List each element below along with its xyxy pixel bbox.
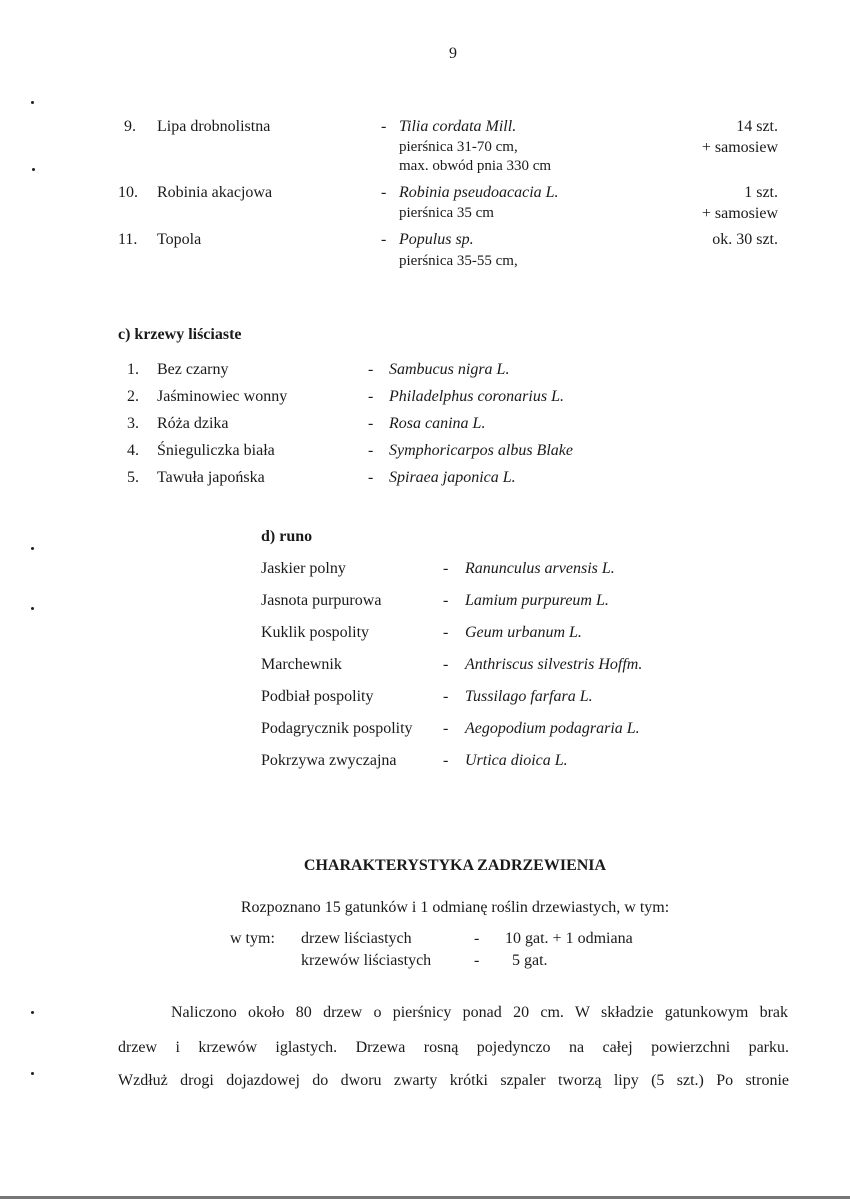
section-title: CHARAKTERYSTYKA ZADRZEWIENIA xyxy=(303,857,607,874)
tree-detail: pierśnica 35-55 cm, xyxy=(399,253,518,269)
entry-number: 1. xyxy=(127,361,139,378)
species-name: Jaskier polny xyxy=(261,560,346,577)
dash: - xyxy=(443,752,449,769)
entry-number: 9. xyxy=(124,118,136,135)
dash: - xyxy=(368,415,374,432)
latin-name: Aegopodium podagraria L. xyxy=(465,720,640,737)
scan-speck xyxy=(31,547,34,550)
dash: - xyxy=(368,469,374,486)
entry-number: 5. xyxy=(127,469,139,486)
latin-name: Urtica dioica L. xyxy=(465,752,568,769)
entry-number: 3. xyxy=(127,415,139,432)
dash: - xyxy=(368,361,374,378)
breakdown-value: 5 gat. xyxy=(512,952,548,969)
latin-name: Anthriscus silvestris Hoffm. xyxy=(465,656,643,673)
entry-number: 2. xyxy=(127,388,139,405)
dash: - xyxy=(474,930,480,947)
paragraph-line: Wzdłuż drogi dojazdowej do dworu zwarty krótki szpaler tworzą lipy (5 szt.) Po stronie xyxy=(118,1072,789,1089)
scan-speck xyxy=(31,101,34,104)
page-number: 9 xyxy=(449,45,457,62)
dash: - xyxy=(368,388,374,405)
tree-detail: max. obwód pnia 330 cm xyxy=(399,158,552,174)
scan-speck xyxy=(31,1011,34,1014)
species-name: Tawuła japońska xyxy=(157,469,265,486)
dash: - xyxy=(381,231,387,248)
species-name: Jasnota purpurowa xyxy=(261,592,382,609)
breakdown-category: krzewów liściastych xyxy=(301,952,432,969)
dash: - xyxy=(381,184,387,201)
species-name: Pokrzywa zwyczajna xyxy=(261,752,397,769)
latin-name: Symphoricarpos albus Blake xyxy=(389,442,573,459)
tree-count-note: + samosiew xyxy=(701,139,778,156)
latin-name: Tussilago farfara L. xyxy=(465,688,593,705)
dash: - xyxy=(443,592,449,609)
breakdown-value: 10 gat. + 1 odmiana xyxy=(505,930,633,947)
tree-detail: pierśnica 35 cm xyxy=(399,205,494,221)
scan-speck xyxy=(32,168,35,171)
latin-name: Geum urbanum L. xyxy=(465,624,582,641)
paragraph-line: Naliczono około 80 drzew o pierśnicy ponad 20 cm. W składzie gatunkowym brak xyxy=(171,1004,788,1021)
species-name: Róża dzika xyxy=(157,415,229,432)
entry-number: 10. xyxy=(118,184,138,201)
latin-name: Philadelphus coronarius L. xyxy=(389,388,564,405)
dash: - xyxy=(443,720,449,737)
species-name: Topola xyxy=(157,231,202,248)
species-name: Podagrycznik pospolity xyxy=(261,720,413,737)
intro-text: Rozpoznano 15 gatunków i 1 odmianę roślin drzewiastych, w tym: xyxy=(240,899,670,916)
latin-name: Ranunculus arvensis L. xyxy=(465,560,615,577)
dash: - xyxy=(368,442,374,459)
species-name: Bez czarny xyxy=(157,361,229,378)
dash: - xyxy=(381,118,387,135)
species-name: Kuklik pospolity xyxy=(261,624,370,641)
breakdown-label: w tym: xyxy=(230,930,275,947)
latin-name: Spiraea japonica L. xyxy=(389,469,516,486)
species-name: Śnieguliczka biała xyxy=(157,442,275,459)
tree-count: 14 szt. xyxy=(736,118,778,135)
section-heading: c) krzewy liściaste xyxy=(118,326,242,343)
dash: - xyxy=(443,624,449,641)
tree-detail: pierśnica 31-70 cm, xyxy=(399,139,518,155)
entry-number: 4. xyxy=(127,442,139,459)
breakdown-category: drzew liściastych xyxy=(301,930,412,947)
latin-name: Sambucus nigra L. xyxy=(389,361,510,378)
latin-name: Rosa canina L. xyxy=(389,415,486,432)
scan-speck xyxy=(31,1072,34,1075)
latin-name: Populus sp. xyxy=(399,231,474,248)
paragraph-line: drzew i krzewów iglastych. Drzewa rosną pojedynczo na całej powierzchni parku. xyxy=(118,1039,789,1056)
latin-name: Tilia cordata Mill. xyxy=(399,118,517,135)
dash: - xyxy=(474,952,480,969)
tree-count: ok. 30 szt. xyxy=(712,231,778,248)
species-name: Robinia akacjowa xyxy=(157,184,273,201)
tree-count-note: + samosiew xyxy=(701,205,778,222)
scan-speck xyxy=(31,607,34,610)
section-heading: d) runo xyxy=(261,528,313,545)
dash: - xyxy=(443,688,449,705)
species-name: Lipa drobnolistna xyxy=(157,118,271,135)
species-name: Jaśminowiec wonny xyxy=(157,388,288,405)
species-name: Podbiał pospolity xyxy=(261,688,374,705)
entry-number: 11. xyxy=(118,231,138,248)
latin-name: Lamium purpureum L. xyxy=(465,592,609,609)
latin-name: Robinia pseudoacacia L. xyxy=(399,184,559,201)
dash: - xyxy=(443,560,449,577)
species-name: Marchewnik xyxy=(261,656,342,673)
tree-count: 1 szt. xyxy=(744,184,778,201)
dash: - xyxy=(443,656,449,673)
